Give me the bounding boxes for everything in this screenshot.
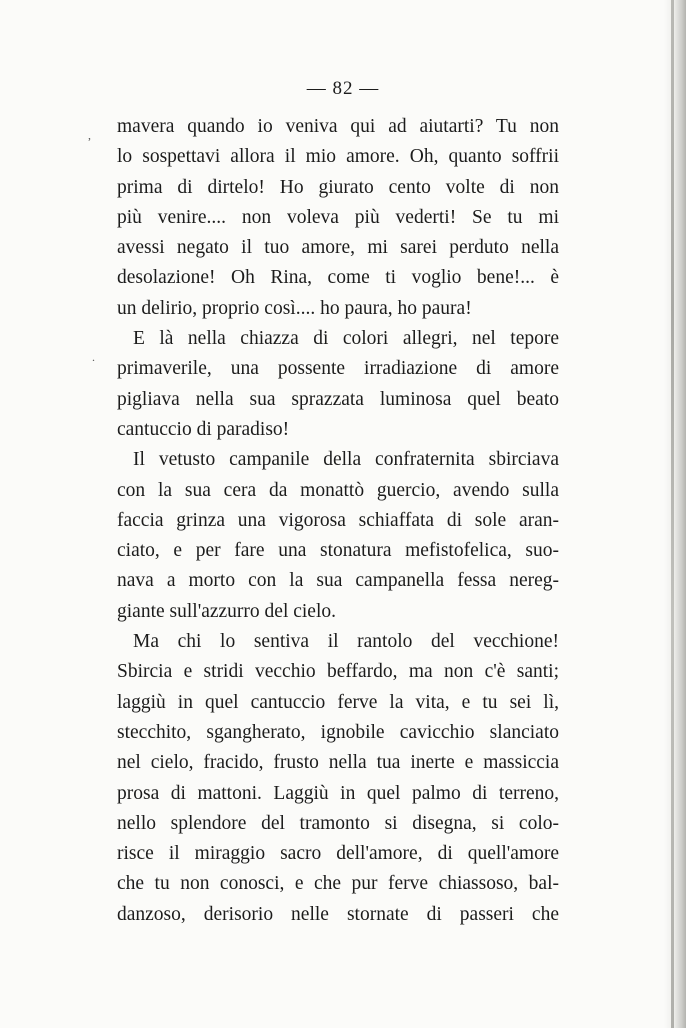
text-line: con la sua cera da monattò guercio, avendo sulla: [117, 479, 559, 501]
text-line: Sbircia e stridi vecchio beffardo, ma non c'è santi;: [117, 661, 559, 683]
text-line: laggiù in quel cantuccio ferve la vita, e tu sei lì,: [117, 691, 559, 713]
text-line: Ma chi lo sentiva il rantolo del vecchione!: [133, 631, 559, 653]
book-spine-edge: [671, 0, 674, 1028]
body-text: [117, 112, 559, 930]
text-line: più venire.... non voleva più vederti! Se tu mi: [117, 206, 559, 228]
text-line: pigliava nella sua sprazzata luminosa quel beato: [117, 388, 559, 410]
text-line: ciato, e per fare una stonatura mefistofelica, suo-: [117, 540, 559, 562]
page-number: — 82 —: [306, 78, 380, 99]
text-line: mavera quando io veniva qui ad aiutarti? Tu non: [117, 116, 559, 137]
text-line: nel cielo, fracido, frusto nella tua inerte e massiccia: [117, 752, 559, 774]
text-line: E là nella chiazza di colori allegri, nel tepore: [133, 328, 559, 350]
text-line: avessi negato il tuo amore, mi sarei perduto nella: [117, 237, 559, 259]
text-line: un delirio, proprio così.... ho paura, ho paura!: [117, 297, 472, 319]
text-line: desolazione! Oh Rina, come ti voglio bene!... è: [117, 267, 559, 289]
text-line: nello splendore del tramonto si disegna, si colo-: [117, 812, 559, 834]
text-line: lo sospettavi allora il mio amore. Oh, quanto soffrii: [117, 146, 559, 168]
text-line: stecchito, sgangherato, ignobile cavicchio slanciato: [117, 721, 559, 743]
text-line: cantuccio di paradiso!: [117, 418, 290, 440]
margin-speck: ,: [88, 128, 91, 142]
text-line: danzoso, derisorio nelle stornate di passeri che: [117, 903, 559, 925]
text-line: risce il miraggio sacro dell'amore, di quell'amore: [117, 843, 559, 865]
text-line: faccia grinza una vigorosa schiaffata di sole aran-: [117, 509, 559, 531]
margin-speck: .: [92, 350, 95, 364]
text-line: nava a morto con la sua campanella fessa nereg-: [117, 570, 559, 592]
text-line: prosa di mattoni. Laggiù in quel palmo di terreno,: [117, 782, 559, 804]
book-spine-shadow: [664, 0, 686, 1028]
text-line: Il vetusto campanile della confraternita sbirciava: [133, 449, 559, 471]
text-line: giante sull'azzurro del cielo.: [117, 600, 337, 622]
text-line: prima di dirtelo! Ho giurato cento volte di non: [117, 176, 559, 198]
text-line: che tu non conosci, e che pur ferve chiassoso, bal-: [117, 873, 559, 895]
text-line: primaverile, una possente irradiazione di amore: [117, 358, 559, 380]
